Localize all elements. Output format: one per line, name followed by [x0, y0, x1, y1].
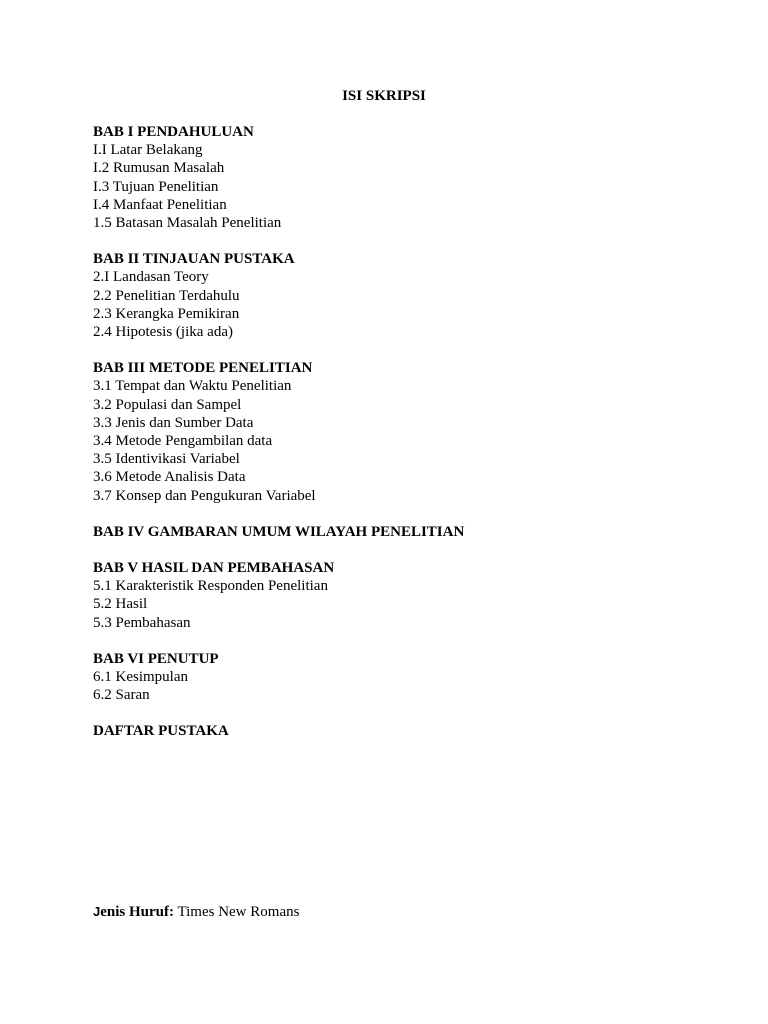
section-bab-1 [93, 123, 713, 232]
font-note-value: Times New Romans [174, 904, 300, 920]
toc-item: 3.3 Jenis dan Sumber Data [93, 414, 254, 431]
toc-item: 5.2 Hasil [93, 596, 148, 613]
section-bab-6 [93, 650, 713, 705]
section-bab-2 [93, 250, 713, 341]
toc-item: 6.2 Saran [93, 687, 150, 704]
table-of-contents [93, 123, 713, 759]
section-heading: BAB I PENDAHULUAN [93, 124, 254, 140]
section-heading: BAB IV GAMBARAN UMUM WILAYAH PENELITIAN [93, 523, 465, 540]
toc-item: I.3 Tujuan Penelitian [93, 178, 219, 195]
toc-item: 3.6 Metode Analisis Data [93, 469, 246, 486]
toc-item: I.I Latar Belakang [93, 142, 203, 159]
toc-item: 3.1 Tempat dan Waktu Penelitian [93, 378, 292, 395]
font-note-label [93, 904, 174, 920]
toc-item: 2.4 Hipotesis (jika ada) [93, 324, 233, 341]
section-heading: BAB VI PENUTUP [93, 650, 219, 667]
font-note-label-initial: J [93, 904, 101, 919]
toc-item: I.2 Rumusan Masalah [93, 160, 225, 177]
toc-item: 5.3 Pembahasan [93, 614, 191, 631]
toc-item: 2.3 Kerangka Pemikiran [93, 305, 240, 322]
section-heading: BAB III METODE PENELITIAN [93, 360, 313, 377]
section-daftar-pustaka [93, 722, 713, 740]
toc-item: 3.7 Konsep dan Pengukuran Variabel [93, 487, 316, 504]
toc-item: 1.5 Batasan Masalah Penelitian [93, 215, 282, 232]
toc-item: 2.I Landasan Teory [93, 269, 209, 286]
toc-item: 5.1 Karakteristik Responden Penelitian [93, 578, 328, 595]
section-bab-4 [93, 523, 713, 541]
section-heading: BAB V HASIL DAN PEMBAHASAN [93, 560, 335, 577]
toc-item: 3.4 Metode Pengambilan data [93, 433, 273, 450]
section-heading: BAB II TINJAUAN PUSTAKA [93, 251, 295, 268]
font-note [93, 903, 299, 921]
section-bab-5 [93, 559, 713, 632]
toc-item: I.4 Manfaat Penelitian [93, 196, 227, 213]
section-heading: DAFTAR PUSTAKA [93, 723, 229, 740]
toc-item: 6.1 Kesimpulan [93, 669, 188, 686]
font-note-label-text: enis Huruf: [100, 904, 174, 920]
section-bab-3 [93, 359, 713, 505]
toc-item: 3.5 Identivikasi Variabel [93, 451, 240, 468]
toc-item: 2.2 Penelitian Terdahulu [93, 287, 240, 304]
document-title: ISI SKRIPSI [342, 88, 426, 104]
toc-item: 3.2 Populasi dan Sampel [93, 396, 242, 413]
